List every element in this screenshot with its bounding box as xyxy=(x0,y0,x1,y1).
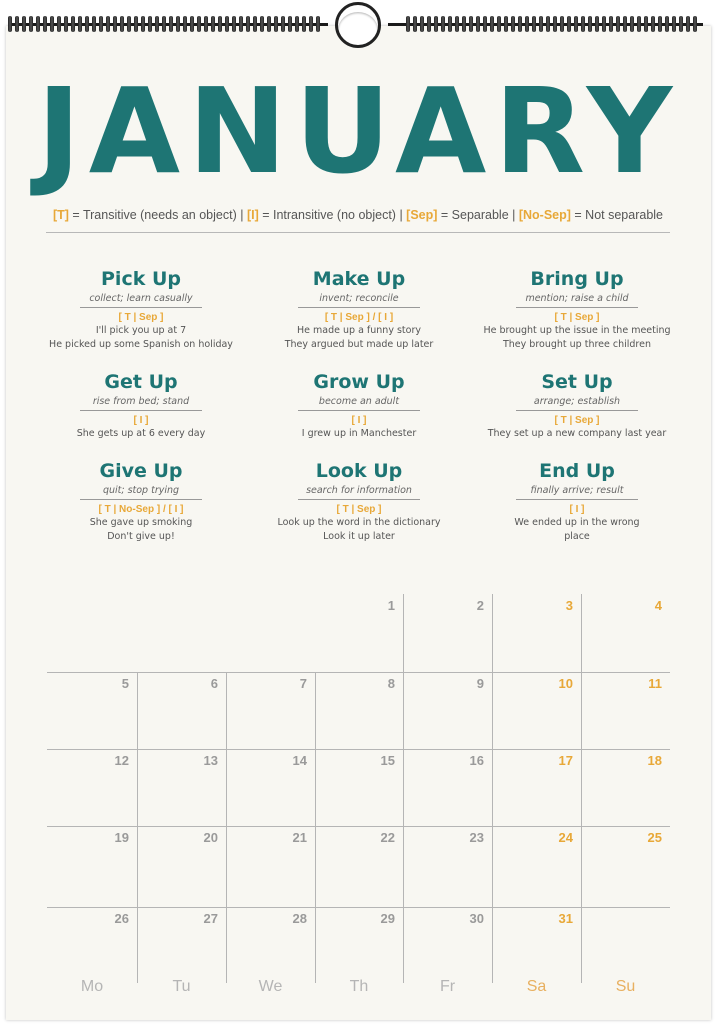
binding-coil xyxy=(36,16,40,32)
binding-coil xyxy=(504,16,508,32)
binding-coil xyxy=(441,16,445,32)
calendar-day[interactable]: 8 xyxy=(387,676,395,691)
verb-divider xyxy=(80,410,202,411)
binding-coil xyxy=(29,16,33,32)
verb-divider xyxy=(298,307,420,308)
verb-meaning: invent; reconcile xyxy=(319,293,399,304)
binding-coil xyxy=(64,16,68,32)
verb-example: He brought up the issue in the meeting xyxy=(483,325,671,336)
binding-coil xyxy=(581,16,585,32)
weekday-label: Mo xyxy=(80,978,104,995)
binding-coil xyxy=(218,16,222,32)
binding-coil xyxy=(148,16,152,32)
verb-card xyxy=(259,460,459,543)
calendar-column-divider xyxy=(492,594,493,983)
binding-coil xyxy=(413,16,417,32)
binding-coil xyxy=(616,16,620,32)
weekday-label: Su xyxy=(615,978,636,995)
verb-card xyxy=(477,268,677,351)
verb-example: I'll pick you up at 7 xyxy=(95,325,187,336)
binding-coil xyxy=(637,16,641,32)
binding-coil xyxy=(546,16,550,32)
calendar-day[interactable]: 23 xyxy=(469,830,484,845)
binding-coil xyxy=(434,16,438,32)
binding-coil xyxy=(623,16,627,32)
binding-coil xyxy=(57,16,61,32)
weekday-label: Tu xyxy=(172,978,191,995)
binding-coil xyxy=(462,16,466,32)
binding-coil xyxy=(602,16,606,32)
calendar-day[interactable]: 22 xyxy=(380,830,395,845)
binding-coil xyxy=(169,16,173,32)
verb-example: Look up the word in the dictionary xyxy=(277,517,441,528)
binding-coil xyxy=(295,16,299,32)
weekday-label: We xyxy=(258,978,283,995)
calendar-row-divider xyxy=(47,826,670,827)
binding-coil xyxy=(588,16,592,32)
verb-meaning: arrange; establish xyxy=(533,396,621,407)
binding-coil xyxy=(560,16,564,32)
verb-name: Set Up xyxy=(541,371,613,393)
binding-coil xyxy=(525,16,529,32)
legend-intransitive-key: [I] xyxy=(246,208,259,222)
verb-divider xyxy=(80,307,202,308)
binding-coil xyxy=(595,16,599,32)
legend-intransitive-text: = Intransitive (no object) | xyxy=(258,208,407,222)
calendar-column-divider xyxy=(315,672,316,983)
verb-card xyxy=(41,371,241,441)
weekday-label: Sa xyxy=(526,978,547,995)
binding-coil xyxy=(113,16,117,32)
binding-coil xyxy=(518,16,522,32)
calendar-day[interactable]: 30 xyxy=(469,911,484,926)
verb-type: [ T | No-Sep ] / [ I ] xyxy=(98,504,184,515)
calendar-day[interactable]: 16 xyxy=(469,753,484,768)
binding-coil xyxy=(50,16,54,32)
calendar-day[interactable]: 27 xyxy=(203,911,218,926)
binding-coil xyxy=(574,16,578,32)
calendar-day[interactable]: 21 xyxy=(292,830,307,845)
calendar-day[interactable]: 20 xyxy=(203,830,218,845)
verb-meaning: finally arrive; result xyxy=(530,485,624,496)
binding-coil xyxy=(532,16,536,32)
binding-coil xyxy=(8,16,12,32)
verb-name: Pick Up xyxy=(101,268,181,290)
verb-example: He made up a funny story xyxy=(297,325,421,336)
verb-divider xyxy=(298,499,420,500)
binding-coil xyxy=(15,16,19,32)
verb-type: [ I ] xyxy=(351,415,367,426)
binding-coil xyxy=(316,16,320,32)
legend-divider xyxy=(46,232,670,233)
binding-coil xyxy=(406,16,410,32)
binding-coil xyxy=(483,16,487,32)
calendar-row-divider xyxy=(47,907,670,908)
verb-example: They argued but made up later xyxy=(284,338,434,350)
binding-coil xyxy=(553,16,557,32)
verb-example: They set up a new company last year xyxy=(487,428,667,439)
verb-name: Look Up xyxy=(315,460,403,482)
calendar-day[interactable]: 25 xyxy=(647,830,662,845)
verb-divider xyxy=(516,410,638,411)
verb-example: Don't give up! xyxy=(107,530,175,542)
binding-coil xyxy=(567,16,571,32)
verb-type: [ T | Sep ] xyxy=(554,415,600,426)
binding-coil xyxy=(469,16,473,32)
verb-meaning: become an adult xyxy=(318,396,400,407)
verb-card xyxy=(41,460,241,543)
verb-type: [ I ] xyxy=(133,415,149,426)
verb-card xyxy=(259,371,459,441)
binding-coil xyxy=(211,16,215,32)
calendar-day[interactable]: 26 xyxy=(114,911,129,926)
verb-example: place xyxy=(564,530,590,542)
verb-divider xyxy=(516,307,638,308)
calendar-day[interactable]: 28 xyxy=(292,911,307,926)
binding-coil xyxy=(476,16,480,32)
verb-type: [ I ] xyxy=(569,504,585,515)
verb-divider xyxy=(516,499,638,500)
calendar-day[interactable]: 24 xyxy=(558,830,573,845)
verb-example: We ended up in the wrong xyxy=(514,517,640,528)
calendar-day[interactable]: 18 xyxy=(647,753,662,768)
verb-name: Give Up xyxy=(99,460,183,482)
binding-coil xyxy=(260,16,264,32)
verb-name: End Up xyxy=(539,460,615,482)
calendar-day[interactable]: 13 xyxy=(203,753,218,768)
binding-coil xyxy=(288,16,292,32)
verb-divider xyxy=(80,499,202,500)
binding-coil xyxy=(420,16,424,32)
calendar-day[interactable]: 14 xyxy=(292,753,307,768)
binding-coil xyxy=(141,16,145,32)
binding-coil xyxy=(630,16,634,32)
binding-coil xyxy=(427,16,431,32)
binding-coil xyxy=(281,16,285,32)
calendar-day[interactable]: 2 xyxy=(476,598,484,613)
verb-name: Make Up xyxy=(312,268,406,290)
verb-divider xyxy=(298,410,420,411)
binding-coil xyxy=(644,16,648,32)
binding-coil xyxy=(246,16,250,32)
binding-coil xyxy=(22,16,26,32)
calendar-day[interactable]: 1 xyxy=(387,598,395,613)
verb-example: She gets up at 6 every day xyxy=(76,428,206,439)
binding-coil xyxy=(693,16,697,32)
binding-coil xyxy=(43,16,47,32)
calendar-day[interactable]: 9 xyxy=(476,676,484,691)
verb-type: [ T | Sep ] xyxy=(554,312,600,323)
verb-meaning: rise from bed; stand xyxy=(92,396,190,407)
legend-not-separable-key: [No-Sep] xyxy=(518,208,571,222)
binding-coil xyxy=(85,16,89,32)
binding-coil xyxy=(99,16,103,32)
binding-coil xyxy=(490,16,494,32)
verb-card xyxy=(477,371,677,441)
verb-name: Bring Up xyxy=(530,268,624,290)
binding-coil xyxy=(651,16,655,32)
binding-coil xyxy=(92,16,96,32)
binding-coil xyxy=(302,16,306,32)
binding-coil xyxy=(155,16,159,32)
spiral-binding-right xyxy=(406,16,697,32)
legend-separable-text: = Separable | xyxy=(437,208,519,222)
binding-coil xyxy=(162,16,166,32)
calendar-day[interactable]: 3 xyxy=(565,598,573,613)
verb-card xyxy=(477,460,677,543)
spiral-binding-left xyxy=(8,16,320,32)
binding-coil xyxy=(455,16,459,32)
calendar-day[interactable]: 29 xyxy=(380,911,395,926)
verb-meaning: collect; learn casually xyxy=(89,293,193,304)
binding-coil xyxy=(225,16,229,32)
binding-coil xyxy=(309,16,313,32)
binding-coil xyxy=(672,16,676,32)
verb-type: [ T | Sep ] / [ I ] xyxy=(324,312,394,323)
calendar-day[interactable]: 12 xyxy=(114,753,129,768)
legend-separable-key: [Sep] xyxy=(406,208,438,222)
verb-meaning: mention; raise a child xyxy=(525,293,629,304)
calendar-row-divider xyxy=(47,749,670,750)
binding-coil xyxy=(239,16,243,32)
binding-coil xyxy=(679,16,683,32)
binding-coil xyxy=(120,16,124,32)
binding-coil xyxy=(274,16,278,32)
binding-coil xyxy=(71,16,75,32)
calendar-column-divider xyxy=(581,594,582,983)
binding-coil xyxy=(127,16,131,32)
binding-coil xyxy=(78,16,82,32)
calendar-day[interactable]: 11 xyxy=(648,676,662,691)
binding-coil xyxy=(686,16,690,32)
month-title: JANUARY xyxy=(36,62,681,200)
binding-coil xyxy=(609,16,613,32)
legend xyxy=(46,208,670,222)
verb-example: He picked up some Spanish on holiday xyxy=(49,338,233,350)
verb-example: They brought up three children xyxy=(502,338,651,350)
verb-example: She gave up smoking xyxy=(89,517,193,528)
legend-transitive-text: = Transitive (needs an object) | xyxy=(68,208,247,222)
calendar-day[interactable]: 4 xyxy=(654,598,662,613)
verb-type: [ T | Sep ] xyxy=(336,504,382,515)
binding-coil xyxy=(511,16,515,32)
verb-example: I grew up in Manchester xyxy=(301,428,417,439)
binding-coil xyxy=(539,16,543,32)
binding-coil xyxy=(190,16,194,32)
calendar-day[interactable]: 19 xyxy=(114,830,129,845)
binding-coil xyxy=(134,16,138,32)
calendar-day[interactable]: 7 xyxy=(299,676,307,691)
calendar-column-divider xyxy=(226,672,227,983)
verb-card xyxy=(41,268,241,351)
calendar-day[interactable]: 15 xyxy=(380,753,395,768)
verb-meaning: search for information xyxy=(306,485,412,496)
binding-coil xyxy=(497,16,501,32)
binding-coil xyxy=(665,16,669,32)
weekday-label: Fr xyxy=(439,978,456,995)
verb-example: Look it up later xyxy=(323,530,395,542)
binding-coil xyxy=(267,16,271,32)
weekday-label: Th xyxy=(349,978,369,995)
legend-not-separable-text: = Not separable xyxy=(570,208,664,222)
calendar-day[interactable]: 5 xyxy=(121,676,129,691)
verb-meaning: quit; stop trying xyxy=(102,485,180,496)
verb-type: [ T | Sep ] xyxy=(118,312,164,323)
calendar-day[interactable]: 10 xyxy=(558,676,573,691)
binding-coil xyxy=(197,16,201,32)
calendar-day[interactable]: 6 xyxy=(210,676,218,691)
binding-coil xyxy=(253,16,257,32)
calendar-day[interactable]: 31 xyxy=(558,911,573,926)
verb-card xyxy=(259,268,459,351)
binding-coil xyxy=(448,16,452,32)
binding-coil xyxy=(204,16,208,32)
calendar-row-divider xyxy=(47,672,670,673)
legend-transitive-key: [T] xyxy=(52,208,69,222)
hanger-hook-icon xyxy=(335,2,381,48)
verb-name: Grow Up xyxy=(313,371,405,393)
calendar-column-divider xyxy=(137,672,138,983)
binding-coil xyxy=(183,16,187,32)
binding-coil xyxy=(176,16,180,32)
verb-name: Get Up xyxy=(104,371,178,393)
binding-coil xyxy=(658,16,662,32)
calendar-day[interactable]: 17 xyxy=(558,753,573,768)
binding-coil xyxy=(106,16,110,32)
binding-coil xyxy=(232,16,236,32)
calendar-column-divider xyxy=(403,594,404,983)
